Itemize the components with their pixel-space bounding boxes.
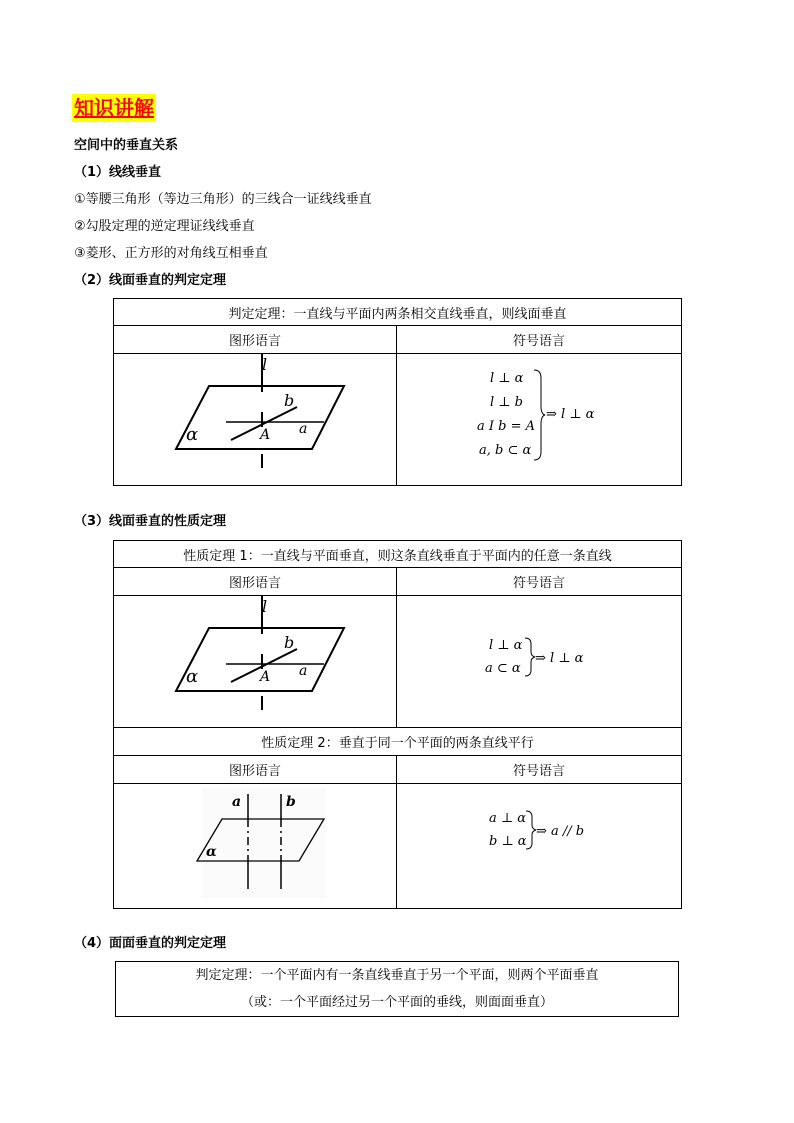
label-a: a bbox=[299, 663, 308, 679]
label-A: A bbox=[260, 427, 271, 443]
label-b: b bbox=[286, 794, 296, 810]
label-A: A bbox=[260, 669, 271, 685]
label-alpha: α bbox=[206, 844, 217, 860]
sym-line: l ⊥ b bbox=[490, 395, 523, 410]
s4-theorem-box bbox=[115, 961, 679, 1017]
plane-perpendicular-figure bbox=[114, 596, 397, 727]
s2-symbol-expression bbox=[397, 354, 682, 485]
sym-line: l ⊥ α bbox=[490, 371, 524, 386]
section-title: 空间中的垂直关系 bbox=[74, 138, 179, 153]
s3-theorem2: 性质定理 2：垂直于同一个平面的两条直线平行 bbox=[114, 728, 682, 756]
s2-col-figure: 图形语言 bbox=[114, 326, 397, 354]
s2-symbol-cell bbox=[397, 354, 682, 486]
s3-col-figure: 图形语言 bbox=[114, 756, 397, 784]
s3-symbol2-cell bbox=[397, 784, 682, 909]
s2-title: （2）线面垂直的判定定理 bbox=[74, 273, 227, 288]
label-l: l bbox=[262, 597, 268, 616]
s3-col-symbol: 符号语言 bbox=[397, 568, 682, 596]
sym-line: b ⊥ α bbox=[489, 834, 527, 849]
s3-table bbox=[113, 540, 682, 909]
label-alpha: α bbox=[186, 666, 199, 687]
sym-line: a ⊥ α bbox=[489, 811, 527, 826]
s4-line1: 判定定理：一个平面内有一条直线垂直于另一个平面，则两个平面垂直 bbox=[195, 968, 599, 983]
s3-figure1-cell bbox=[114, 596, 397, 728]
s3-symbol2-expression bbox=[397, 784, 682, 908]
label-a: a bbox=[299, 421, 308, 437]
s1-item: ②勾股定理的逆定理证线线垂直 bbox=[74, 219, 255, 234]
s1-title: （1）线线垂直 bbox=[74, 165, 162, 180]
label-a: a bbox=[232, 794, 242, 810]
s3-figure2-cell bbox=[114, 784, 397, 909]
label-b: b bbox=[284, 391, 295, 410]
sym-line: l ⊥ α bbox=[489, 638, 523, 653]
s3-title: （3）线面垂直的性质定理 bbox=[74, 514, 227, 529]
plane-perpendicular-figure bbox=[114, 354, 397, 485]
s2-theorem: 判定定理：一直线与平面内两条相交直线垂直，则线面垂直 bbox=[114, 299, 682, 326]
s2-col-symbol: 符号语言 bbox=[397, 326, 682, 354]
sym-result: ⇒ l ⊥ α bbox=[535, 651, 584, 666]
sym-line: a I b = A bbox=[477, 419, 536, 434]
sym-result: ⇒ a // b bbox=[536, 824, 585, 839]
parallel-lines-figure bbox=[114, 784, 397, 908]
s4-title: （4）面面垂直的判定定理 bbox=[74, 936, 227, 951]
s1-item: ③菱形、正方形的对角线互相垂直 bbox=[74, 246, 268, 261]
s4-line2: （或：一个平面经过另一个平面的垂线，则面面垂直） bbox=[240, 995, 553, 1010]
s3-symbol1-cell bbox=[397, 596, 682, 728]
s3-symbol1-expression bbox=[397, 596, 682, 727]
label-alpha: α bbox=[186, 424, 199, 445]
label-b: b bbox=[284, 633, 295, 652]
label-l: l bbox=[262, 355, 268, 374]
sym-line: a, b ⊂ α bbox=[479, 443, 532, 458]
s3-col-symbol: 符号语言 bbox=[397, 756, 682, 784]
sym-line: a ⊂ α bbox=[485, 661, 521, 676]
sym-result: ⇒ l ⊥ α bbox=[546, 407, 595, 422]
s2-figure-cell bbox=[114, 354, 397, 486]
s2-table bbox=[113, 298, 682, 486]
s1-item: ①等腰三角形（等边三角形）的三线合一证线线垂直 bbox=[74, 192, 372, 207]
s3-theorem1: 性质定理 1：一直线与平面垂直，则这条直线垂直于平面内的任意一条直线 bbox=[114, 541, 682, 568]
s3-col-figure: 图形语言 bbox=[114, 568, 397, 596]
section-heading: 知识讲解 bbox=[74, 96, 154, 120]
